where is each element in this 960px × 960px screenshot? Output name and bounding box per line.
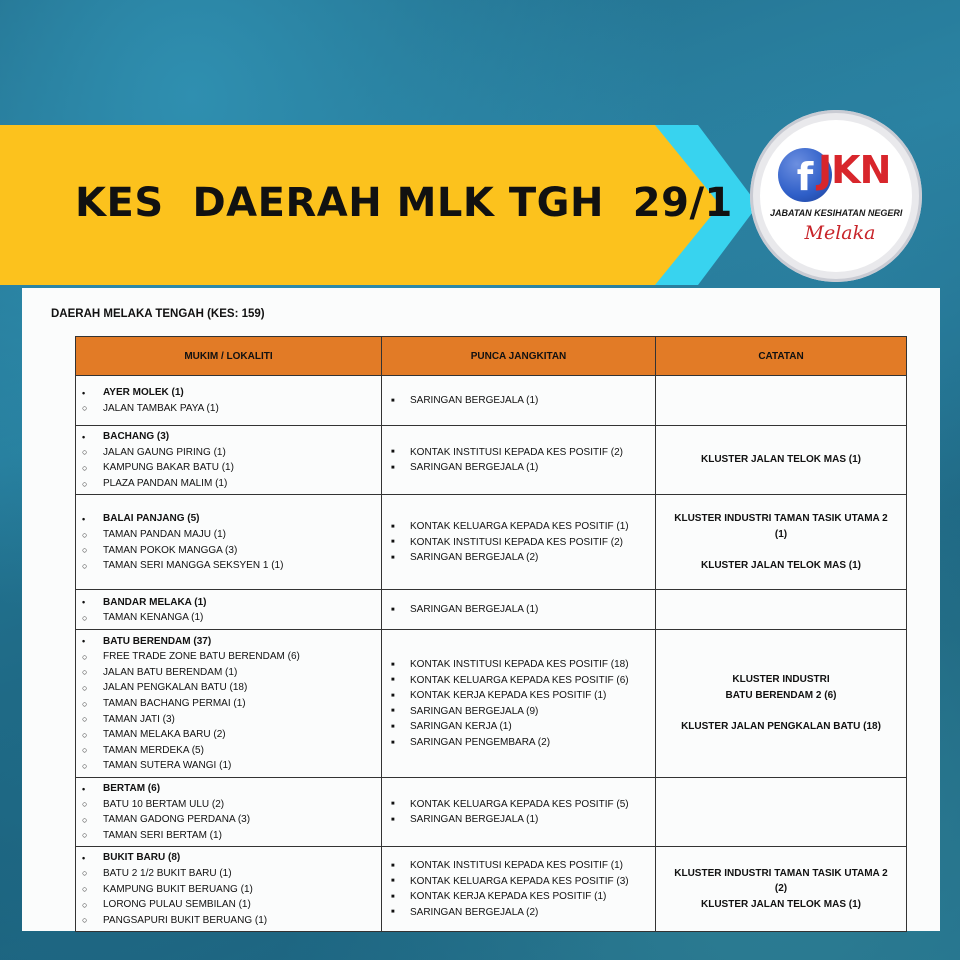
- mukim-title: [82, 511, 375, 527]
- circle-bullet-icon: ○: [82, 884, 88, 895]
- punca-text: KONTAK KELUARGA KEPADA KES POSITIF (3): [410, 875, 629, 887]
- circle-bullet-icon: ○: [82, 545, 88, 556]
- punca-item: [388, 735, 649, 751]
- lokaliti-item: [82, 758, 375, 774]
- lokaliti-text: TAMAN JATI (3): [103, 713, 175, 725]
- table-row: [76, 847, 907, 932]
- lokaliti-item: [82, 912, 375, 928]
- logo-inner-circle: [760, 120, 912, 272]
- square-bullet-icon: ■: [391, 708, 395, 715]
- circle-bullet-icon: ○: [82, 667, 88, 678]
- mukim-cell: [76, 847, 382, 932]
- mukim-title: [82, 385, 375, 401]
- punca-item: [388, 602, 649, 618]
- square-bullet-icon: ■: [391, 878, 395, 885]
- punca-cell: [382, 590, 656, 630]
- catatan-cell: [656, 495, 907, 590]
- lokaliti-text: TAMAN KENANGA (1): [103, 612, 204, 624]
- punca-cell: [382, 376, 656, 426]
- lokaliti-item: [82, 665, 375, 681]
- punca-cell: [382, 495, 656, 590]
- square-bullet-icon: ■: [391, 464, 395, 471]
- lokaliti-item: [82, 460, 375, 476]
- square-bullet-icon: ■: [391, 397, 395, 404]
- punca-item: [388, 812, 649, 828]
- punca-text: SARINGAN BERGEJALA (2): [410, 552, 539, 564]
- mukim-name: BALAI PANJANG (5): [103, 513, 200, 525]
- lokaliti-item: [82, 476, 375, 492]
- punca-item: [388, 672, 649, 688]
- lokaliti-item: [82, 445, 375, 461]
- lokaliti-text: TAMAN PANDAN MAJU (1): [103, 529, 226, 541]
- punca-text: SARINGAN KERJA (1): [410, 721, 512, 733]
- bullet-icon: •: [82, 387, 86, 398]
- punca-text: SARINGAN BERGEJALA (1): [410, 395, 539, 406]
- circle-bullet-icon: ○: [82, 698, 88, 709]
- lokaliti-item: [82, 610, 375, 626]
- catatan-line: BATU BERENDAM 2 (6): [725, 689, 837, 701]
- mukim-name: BUKIT BARU (8): [103, 852, 181, 864]
- circle-bullet-icon: ○: [82, 868, 88, 879]
- punca-text: SARINGAN BERGEJALA (2): [410, 906, 539, 918]
- square-bullet-icon: ■: [391, 801, 395, 808]
- punca-item: [388, 704, 649, 720]
- circle-bullet-icon: ○: [82, 682, 88, 693]
- lokaliti-text: JALAN PENGKALAN BATU (18): [103, 682, 248, 694]
- punca-text: KONTAK INSTITUSI KEPADA KES POSITIF (18): [410, 659, 629, 671]
- catatan-line: KLUSTER JALAN PENGKALAN BATU (18): [681, 721, 881, 733]
- punca-item: [388, 905, 649, 921]
- circle-bullet-icon: ○: [82, 799, 88, 810]
- bullet-icon: •: [82, 852, 86, 863]
- square-bullet-icon: ■: [391, 816, 395, 823]
- catatan-line: [662, 542, 900, 558]
- table-body: [76, 376, 907, 932]
- mukim-name: BANDAR MELAKA (1): [103, 596, 207, 608]
- catatan-cell: [656, 590, 907, 630]
- circle-bullet-icon: ○: [82, 560, 88, 571]
- punca-text: KONTAK KELUARGA KEPADA KES POSITIF (1): [410, 521, 629, 533]
- square-bullet-icon: ■: [391, 606, 395, 613]
- lokaliti-text: BATU 10 BERTAM ULU (2): [103, 798, 225, 810]
- lokaliti-text: KAMPUNG BUKIT BERUANG (1): [103, 883, 253, 895]
- logo-state: Melaka: [804, 222, 876, 244]
- catatan-line: KLUSTER JALAN TELOK MAS (1): [701, 559, 861, 571]
- punca-cell: [382, 777, 656, 846]
- column-header-catatan: CATATAN: [656, 337, 907, 376]
- title-banner: [0, 125, 760, 285]
- lokaliti-item: [82, 542, 375, 558]
- square-bullet-icon: ■: [391, 723, 395, 730]
- lokaliti-text: BATU 2 1/2 BUKIT BARU (1): [103, 867, 232, 879]
- punca-item: [388, 519, 649, 535]
- circle-bullet-icon: ○: [82, 447, 88, 458]
- lokaliti-text: TAMAN MELAKA BARU (2): [103, 729, 226, 741]
- table-row: [76, 590, 907, 630]
- circle-bullet-icon: ○: [82, 915, 88, 926]
- table-row: [76, 426, 907, 495]
- lokaliti-text: PLAZA PANDAN MALIM (1): [103, 478, 228, 490]
- mukim-cell: [76, 376, 382, 426]
- bullet-icon: •: [82, 783, 86, 794]
- lokaliti-text: KAMPUNG BAKAR BATU (1): [103, 462, 234, 474]
- punca-item: [388, 657, 649, 673]
- punca-text: KONTAK INSTITUSI KEPADA KES POSITIF (1): [410, 860, 624, 872]
- punca-cell: [382, 630, 656, 777]
- lokaliti-text: TAMAN SERI MANGGA SEKSYEN 1 (1): [103, 560, 284, 572]
- bullet-icon: •: [82, 431, 86, 442]
- lokaliti-item: [82, 558, 375, 574]
- table-row: [76, 495, 907, 590]
- circle-bullet-icon: ○: [82, 612, 88, 623]
- table-row: [76, 630, 907, 777]
- mukim-cell: [76, 590, 382, 630]
- circle-bullet-icon: ○: [82, 814, 88, 825]
- square-bullet-icon: ■: [391, 677, 395, 684]
- circle-bullet-icon: ○: [82, 714, 88, 725]
- mukim-title: [82, 850, 375, 866]
- punca-item: [388, 858, 649, 874]
- lokaliti-text: JALAN GAUNG PIRING (1): [103, 446, 226, 458]
- lokaliti-item: [82, 812, 375, 828]
- mukim-cell: [76, 426, 382, 495]
- punca-text: KONTAK KELUARGA KEPADA KES POSITIF (5): [410, 798, 629, 810]
- circle-bullet-icon: ○: [82, 899, 88, 910]
- square-bullet-icon: ■: [391, 523, 395, 530]
- punca-item: [388, 535, 649, 551]
- punca-item: [388, 460, 649, 476]
- punca-item: [388, 796, 649, 812]
- punca-item: [388, 550, 649, 566]
- square-bullet-icon: ■: [391, 862, 395, 869]
- lokaliti-text: TAMAN SUTERA WANGI (1): [103, 760, 232, 772]
- punca-text: KONTAK KERJA KEPADA KES POSITIF (1): [410, 690, 607, 702]
- lokaliti-item: [82, 881, 375, 897]
- logo-jkn-text: JKN: [818, 148, 891, 192]
- punca-text: SARINGAN BERGEJALA (1): [410, 604, 539, 616]
- punca-text: SARINGAN BERGEJALA (9): [410, 705, 539, 717]
- catatan-line: KLUSTER INDUSTRI: [732, 674, 830, 686]
- lokaliti-text: TAMAN SERI BERTAM (1): [103, 829, 222, 841]
- punca-text: SARINGAN PENGEMBARA (2): [410, 737, 551, 749]
- mukim-name: BACHANG (3): [103, 431, 170, 443]
- circle-bullet-icon: ○: [82, 729, 88, 740]
- mukim-title: [82, 594, 375, 610]
- lokaliti-item: [82, 866, 375, 882]
- lokaliti-text: FREE TRADE ZONE BATU BERENDAM (6): [103, 651, 300, 663]
- circle-bullet-icon: ○: [82, 529, 88, 540]
- circle-bullet-icon: ○: [82, 651, 88, 662]
- bullet-icon: •: [82, 597, 86, 608]
- catatan-line: (2): [774, 883, 788, 895]
- punca-item: [388, 393, 649, 409]
- mukim-title: [82, 781, 375, 797]
- catatan-line: (1): [774, 528, 788, 540]
- mukim-cell: [76, 495, 382, 590]
- mukim-name: AYER MOLEK (1): [103, 387, 184, 399]
- logo-subtitle: JABATAN KESIHATAN NEGERI: [770, 208, 903, 218]
- facebook-icon: f: [778, 148, 832, 202]
- punca-text: KONTAK KELUARGA KEPADA KES POSITIF (6): [410, 674, 629, 686]
- mukim-cell: [76, 630, 382, 777]
- column-header-mukim: MUKIM / LOKALITI: [76, 337, 382, 376]
- punca-text: KONTAK INSTITUSI KEPADA KES POSITIF (2): [410, 446, 624, 458]
- catatan-cell: [656, 777, 907, 846]
- banner-title: KES DAERAH MLK TGH 29/1: [75, 180, 733, 226]
- square-bullet-icon: ■: [391, 909, 395, 916]
- lokaliti-text: PANGSAPURI BUKIT BERUANG (1): [103, 914, 268, 926]
- punca-item: [388, 889, 649, 905]
- square-bullet-icon: ■: [391, 692, 395, 699]
- catatan-cell: [656, 847, 907, 932]
- punca-text: SARINGAN BERGEJALA (1): [410, 462, 539, 474]
- lokaliti-item: [82, 649, 375, 665]
- lokaliti-text: JALAN TAMBAK PAYA (1): [103, 402, 219, 414]
- catatan-line: [662, 704, 900, 720]
- square-bullet-icon: ■: [391, 739, 395, 746]
- table-header-row: [76, 337, 907, 376]
- document-heading: DAERAH MELAKA TENGAH (KES: 159): [51, 308, 265, 320]
- table-row: [76, 777, 907, 846]
- lokaliti-item: [82, 828, 375, 844]
- punca-item: [388, 445, 649, 461]
- bullet-icon: •: [82, 636, 86, 647]
- square-bullet-icon: ■: [391, 893, 395, 900]
- mukim-cell: [76, 777, 382, 846]
- punca-text: SARINGAN BERGEJALA (1): [410, 814, 539, 826]
- mukim-name: BATU BERENDAM (37): [103, 635, 212, 647]
- catatan-cell: [656, 630, 907, 777]
- punca-cell: [382, 426, 656, 495]
- lokaliti-item: [82, 897, 375, 913]
- catatan-line: KLUSTER JALAN TELOK MAS (1): [701, 454, 861, 466]
- lokaliti-item: [82, 527, 375, 543]
- lokaliti-text: TAMAN POKOK MANGGA (3): [103, 544, 238, 556]
- lokaliti-text: TAMAN GADONG PERDANA (3): [103, 814, 251, 826]
- mukim-title: [82, 633, 375, 649]
- catatan-line: KLUSTER INDUSTRI TAMAN TASIK UTAMA 2: [674, 867, 888, 879]
- square-bullet-icon: ■: [391, 661, 395, 668]
- circle-bullet-icon: ○: [82, 760, 88, 771]
- circle-bullet-icon: ○: [82, 403, 88, 414]
- case-table: [75, 336, 907, 932]
- lokaliti-text: TAMAN BACHANG PERMAI (1): [103, 698, 246, 710]
- lokaliti-text: LORONG PULAU SEMBILAN (1): [103, 899, 251, 911]
- lokaliti-item: [82, 696, 375, 712]
- punca-text: KONTAK INSTITUSI KEPADA KES POSITIF (2): [410, 536, 624, 548]
- punca-cell: [382, 847, 656, 932]
- bullet-icon: •: [82, 513, 86, 524]
- mukim-name: BERTAM (6): [103, 783, 161, 795]
- column-header-punca: PUNCA JANGKITAN: [382, 337, 656, 376]
- case-document: [22, 288, 940, 931]
- circle-bullet-icon: ○: [82, 478, 88, 489]
- lokaliti-text: JALAN BATU BERENDAM (1): [103, 666, 238, 678]
- catatan-cell: [656, 426, 907, 495]
- punca-item: [388, 873, 649, 889]
- lokaliti-item: [82, 727, 375, 743]
- lokaliti-item: [82, 680, 375, 696]
- lokaliti-item: [82, 711, 375, 727]
- circle-bullet-icon: ○: [82, 462, 88, 473]
- mukim-title: [82, 429, 375, 445]
- circle-bullet-icon: ○: [82, 830, 88, 841]
- lokaliti-item: [82, 796, 375, 812]
- square-bullet-icon: ■: [391, 449, 395, 456]
- catatan-line: KLUSTER INDUSTRI TAMAN TASIK UTAMA 2: [674, 513, 888, 525]
- punca-item: [388, 688, 649, 704]
- circle-bullet-icon: ○: [82, 745, 88, 756]
- punca-item: [388, 719, 649, 735]
- square-bullet-icon: ■: [391, 554, 395, 561]
- catatan-line: KLUSTER JALAN TELOK MAS (1): [701, 898, 861, 910]
- catatan-cell: [656, 376, 907, 426]
- jkn-logo: [750, 110, 922, 282]
- lokaliti-text: TAMAN MERDEKA (5): [103, 744, 204, 756]
- square-bullet-icon: ■: [391, 539, 395, 546]
- lokaliti-item: [82, 401, 375, 417]
- lokaliti-item: [82, 743, 375, 759]
- table-row: [76, 376, 907, 426]
- punca-text: KONTAK KERJA KEPADA KES POSITIF (1): [410, 891, 607, 903]
